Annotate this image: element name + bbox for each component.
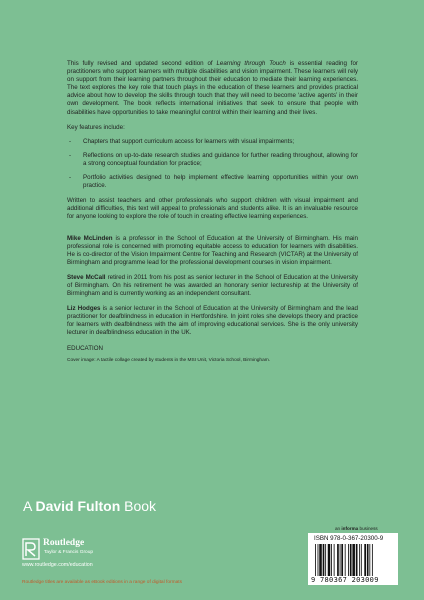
isbn-label: ISBN 978-0-367-20300-9 xyxy=(314,535,384,542)
ebook-note: Routledge titles are available as eBook editions in a range of digital formats xyxy=(22,580,182,585)
feature-item: - Portfolio activities designed to help implement effective learning opportunities within your own practice. xyxy=(69,174,358,190)
informa-business-label: an informa business xyxy=(335,526,378,531)
bullet-dash: - xyxy=(69,151,72,159)
cover-credit: Cover image: A tactile collage created by students in the MSI Unit, Victoria School, Birmingham. xyxy=(67,357,271,363)
category-label: EDUCATION xyxy=(67,344,103,352)
author-name: Steve McCall xyxy=(67,273,106,281)
intro-before-title: This fully revised and updated second edition of xyxy=(67,60,217,67)
audience-paragraph: Written to assist teachers and other professionals who support children with visual impairment and additional difficulties, this text will appeal to professionals and students alike. It is an invaluable resource for anyone looking to explore the role of touch in creating effective learning experiences. xyxy=(67,197,358,221)
barcode-icon xyxy=(314,544,392,576)
routledge-logo-icon xyxy=(22,538,40,560)
features-title: Key features include: xyxy=(67,123,125,131)
author-bio: Mike McLinden is a professor in the School of Education at the University of Birmingham. His main professional role is concerned with promoting equitable access to education for learners with disabilities. He is co-director of the Vision Impairment Centre for Teaching and Research (VICTAR) at the University of Birmingham and programme lead for the professional development courses in vision impairment. xyxy=(67,234,358,266)
publisher-group: Taylor & Francis Group xyxy=(44,550,94,555)
back-cover-text xyxy=(67,60,358,364)
imprint-line: A David Fulton Book xyxy=(23,498,157,514)
author-bio: Steve McCall retired in 2011 from his post as senior lecturer in the School of Education at the University of Birmingham. On his retirement he was awarded an honorary senior lectureship at the University of Birmingham and is currently working as an independent consultant. xyxy=(67,273,358,298)
bullet-dash: - xyxy=(69,174,72,182)
author-name: Liz Hodges xyxy=(67,305,101,313)
features-list xyxy=(67,138,358,190)
author-name: Mike McLinden xyxy=(67,234,113,242)
isbn-barcode-box xyxy=(308,533,398,585)
intro-after-title: is essential reading for practitioners who support learners with multiple disabilities and vision impairment. These learners will rely on support from their learning partners throughout their education to mediate their learning experiences. The text explores the key role that touch plays in the education of these learners and provides practical advice about how to develop the skills through touch that they will need to become ‘active agents’ in their own development. The book reflects international initiatives that seek to ensure that people with disabilities have opportunities to take meaningful control within their learning and their lives. xyxy=(67,60,358,116)
feature-item: - Chapters that support curriculum access for learners with visual impairments; xyxy=(69,137,295,145)
book-title: Learning through Touch xyxy=(216,60,286,67)
isbn-digits: 9 780367 203009 xyxy=(311,576,379,584)
publisher-url[interactable]: www.routledge.com/education xyxy=(22,562,93,568)
bullet-dash: - xyxy=(69,137,72,145)
imprint-name: David Fulton xyxy=(35,498,121,514)
author-bio: Liz Hodges is a senior lecturer in the School of Education at the University of Birmingham and the lead practitioner for deafblindness in education in Hertfordshire. In joint roles she develops theory and practice for learners with deafblindness with the aim of improving educational services. She is the only university lecturer in deafblindness education in the UK. xyxy=(67,305,358,337)
description-intro xyxy=(67,60,358,117)
publisher-name: Routledge xyxy=(43,538,85,548)
feature-item: - Reflections on up-to-date research studies and guidance for further reading throughout, allowing for a strong conceptual foundation for practice; xyxy=(69,151,358,167)
